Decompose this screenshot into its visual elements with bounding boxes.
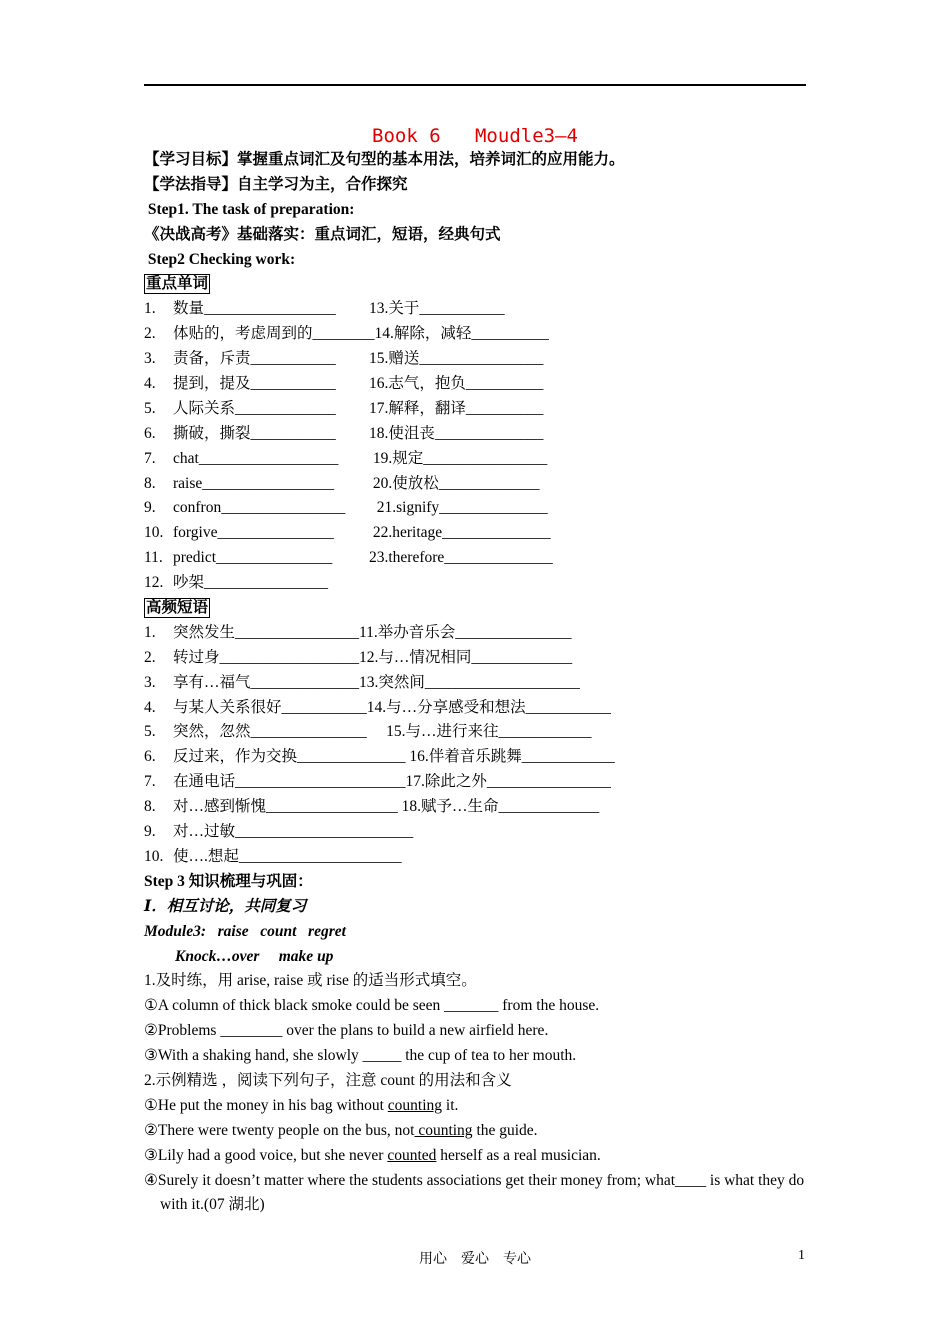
- list-item: 8. 对…感到惭愧_________________ 18.赋予…生命_____________: [144, 798, 600, 816]
- vocab-heading: 重点单词: [146, 275, 209, 293]
- learning-method: 【学法指导】自主学习为主，合作探究: [144, 175, 408, 193]
- list-item: 12. 吵架________________: [144, 574, 329, 592]
- list-item: 1. 数量_________________ 13.关于___________: [144, 300, 505, 318]
- exercise1-instruction: 1.及时练，用 arise, raise 或 rise 的适当形式填空。: [144, 972, 477, 990]
- list-item: 9. 对…过敏_______________________: [144, 823, 414, 841]
- list-item: 5. 人际关系_____________ 17.解释，翻译__________: [144, 399, 544, 417]
- list-item: 11. predict_______________ 23.therefore______________: [144, 549, 553, 567]
- module-words-line2: Knock…over make up: [144, 947, 334, 965]
- exercise2-item: ①He put the money in his bag without counting it.: [144, 1096, 459, 1114]
- list-item: 2. 转过身__________________12.与…情况相同_____________: [144, 648, 573, 666]
- underlined-word: counting: [387, 1096, 443, 1114]
- page-number: 1: [798, 1248, 805, 1263]
- list-item: 9. confron________________ 21.signify______________: [144, 499, 548, 517]
- learning-objective: 【学习目标】掌握重点词汇及句型的基本用法，培养词汇的应用能力。: [144, 151, 625, 168]
- list-item: 5. 突然，忽然_______________ 15.与…进行来往____________: [144, 723, 592, 741]
- list-item: 3. 享有…福气______________13.突然间____________________: [144, 673, 580, 691]
- vocab-heading-row: [144, 272, 809, 297]
- book-reference: 《决战高考》基础落实：重点词汇，短语，经典句式: [144, 225, 501, 243]
- page-title: Book 6 Moudle3—4: [372, 125, 578, 147]
- footer-text: 用心 爱心 专心: [419, 1252, 531, 1267]
- exercise2-instruction: 2.示例精选 ，阅读下列句子，注意 count 的用法和含义: [144, 1071, 512, 1089]
- exercise2-item: ④Surely it doesn’t matter where the students associations get their money from; what____ is what they do with it.(07 湖北): [144, 1171, 805, 1214]
- underlined-word: counted: [387, 1146, 437, 1164]
- step3-heading: Step 3 知识梳理与巩固：: [144, 872, 313, 890]
- section-heading: Ⅰ．相互讨论，共同复习: [144, 897, 307, 915]
- exercise2-item: ③Lily had a good voice, but she never counted herself as a real musician.: [144, 1146, 601, 1164]
- phrase-list: [144, 621, 809, 870]
- step2-heading: Step2 Checking work:: [144, 250, 296, 268]
- exercise1-item: ③With a shaking hand, she slowly _____ the cup of tea to her mouth.: [144, 1047, 577, 1065]
- list-item: 2. 体贴的，考虑周到的________14.解除，减轻__________: [144, 325, 549, 343]
- exercise1-item: ①A column of thick black smoke could be seen _______ from the house.: [144, 997, 600, 1015]
- list-item: 10. 使….想起_____________________: [144, 847, 402, 865]
- module-words-line1: Module3: raise count regret: [144, 922, 346, 940]
- phrase-heading: 高频短语: [146, 599, 209, 617]
- list-item: 8. raise_________________ 20.使放松_____________: [144, 474, 540, 492]
- phrase-heading-row: [144, 596, 809, 621]
- list-item: 6. 反过来，作为交换______________ 16.伴着音乐跳舞____________: [144, 748, 615, 766]
- list-item: 7. 在通电话______________________17.除此之外________________: [144, 773, 611, 791]
- list-item: 4. 与某人关系很好___________14.与…分享感受和想法___________: [144, 698, 611, 716]
- header-rule: [144, 84, 806, 86]
- content: [144, 148, 809, 1218]
- list-item: 7. chat__________________ 19.规定________________: [144, 449, 548, 467]
- vocab-list: [144, 297, 809, 596]
- list-item: 10. forgive_______________ 22.heritage______________: [144, 524, 551, 542]
- exercise1-item: ②Problems ________ over the plans to build a new airfield here.: [144, 1022, 549, 1040]
- step1-heading: Step1. The task of preparation:: [144, 200, 355, 218]
- list-item: 4. 提到，提及___________ 16.志气，抱负__________: [144, 375, 544, 393]
- underlined-word: counting: [414, 1121, 473, 1139]
- list-item: 1. 突然发生________________11.举办音乐会_______________: [144, 623, 572, 641]
- list-item: 3. 责备，斥责___________ 15.赠送________________: [144, 350, 544, 368]
- list-item: 6. 撕破，撕裂___________ 18.使沮丧______________: [144, 424, 544, 442]
- exercise2-item: ②There were twenty people on the bus, not counting the guide.: [144, 1121, 538, 1139]
